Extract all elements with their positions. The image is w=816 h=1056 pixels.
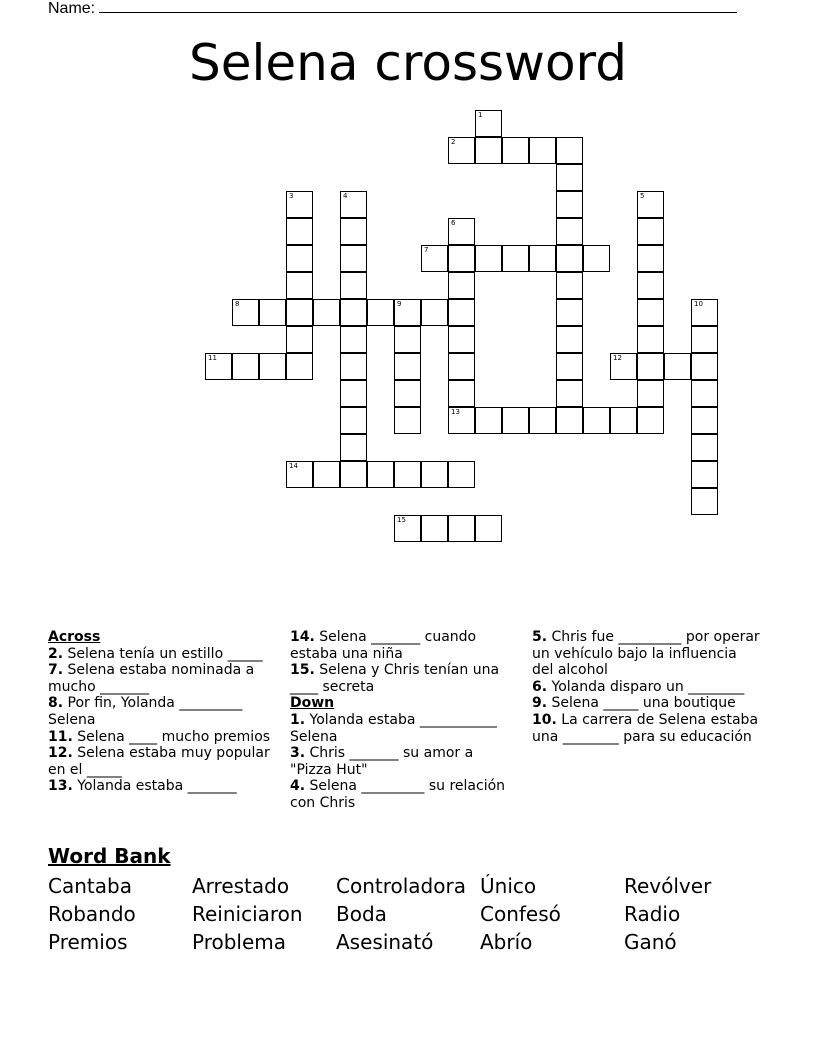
clue-number: 5 (640, 192, 645, 200)
clue-down-1: 1. Yolanda estaba ___________ Selena (290, 711, 497, 745)
crossword-cell[interactable] (502, 245, 529, 272)
word-bank-word: Único (480, 874, 537, 898)
word-bank-word: Revólver (624, 874, 712, 898)
clue-number: 12 (613, 354, 622, 362)
crossword-cell[interactable] (475, 407, 502, 434)
clue-number: 13 (451, 408, 460, 416)
crossword-cell[interactable] (259, 353, 286, 380)
crossword-cell[interactable] (691, 326, 718, 353)
crossword-cell[interactable] (448, 272, 475, 299)
crossword-cell[interactable] (691, 380, 718, 407)
crossword-cell[interactable] (367, 299, 394, 326)
crossword-cell[interactable] (691, 461, 718, 488)
crossword-cell[interactable] (340, 353, 367, 380)
crossword-cell[interactable] (637, 191, 664, 218)
page-title: Selena crossword (189, 34, 627, 92)
word-bank-word: Ganó (624, 930, 677, 954)
clue-across-14: 14. Selena _______ cuando estaba una niña (290, 629, 477, 662)
word-bank-word: Arrestado (192, 874, 290, 898)
crossword-cell[interactable] (556, 137, 583, 164)
crossword-cell[interactable] (340, 245, 367, 272)
crossword-cell[interactable] (340, 407, 367, 434)
word-bank-word: Confesó (480, 902, 561, 926)
crossword-cell[interactable] (394, 353, 421, 380)
crossword-cell[interactable] (556, 272, 583, 299)
clue-number: 1 (478, 111, 483, 119)
across-header: Across (48, 629, 101, 645)
crossword-cell[interactable] (448, 218, 475, 245)
crossword-cell[interactable] (610, 407, 637, 434)
word-bank-word: Boda (336, 902, 387, 926)
clue-across-8: 8. Por fin, Yolanda _________ Selena (48, 695, 243, 728)
crossword-cell[interactable] (421, 299, 448, 326)
clue-down-3: 3. Chris _______ su amor a "Pizza Hut" (290, 745, 474, 778)
clue-across-7: 7. Selena estaba nominada a mucho _______ (48, 662, 255, 695)
crossword-cell[interactable] (394, 407, 421, 434)
clue-column-2 (290, 629, 518, 812)
crossword-cell[interactable] (286, 218, 313, 245)
crossword-cell[interactable] (340, 326, 367, 353)
clue-number: 15 (397, 516, 406, 524)
down-header: Down (290, 695, 335, 712)
crossword-cell[interactable] (286, 299, 313, 326)
crossword-cell[interactable] (529, 245, 556, 272)
crossword-cell[interactable] (637, 218, 664, 245)
crossword-cell[interactable] (448, 407, 475, 434)
crossword-cell[interactable] (205, 353, 232, 380)
clue-across-11: 11. Selena ____ mucho premios (48, 728, 271, 745)
word-bank (48, 872, 768, 956)
word-bank-word: Problema (192, 930, 287, 954)
crossword-cell[interactable] (448, 299, 475, 326)
clue-across-2: 2. Selena tenía un estillo _____ (48, 645, 263, 662)
clue-across-12: 12. Selena estaba muy popular en el _____ (48, 745, 270, 778)
crossword-cell[interactable] (556, 299, 583, 326)
crossword-cell[interactable] (286, 272, 313, 299)
crossword-cell[interactable] (367, 461, 394, 488)
crossword-cell[interactable] (448, 245, 475, 272)
crossword-cell[interactable] (286, 245, 313, 272)
crossword-cell[interactable] (637, 407, 664, 434)
crossword-cell[interactable] (556, 218, 583, 245)
crossword-cell[interactable] (637, 299, 664, 326)
crossword-cell[interactable] (313, 461, 340, 488)
crossword-cell[interactable] (286, 353, 313, 380)
word-bank-word: Cantaba (48, 874, 132, 898)
crossword-cell[interactable] (340, 299, 367, 326)
clue-column-1 (48, 629, 276, 795)
clue-number: 14 (289, 462, 298, 470)
clue-number: 3 (289, 192, 294, 200)
crossword-cell[interactable] (394, 326, 421, 353)
crossword-cell[interactable] (232, 299, 259, 326)
crossword-cell[interactable] (556, 245, 583, 272)
clue-number: 7 (424, 246, 429, 254)
clue-number: 4 (343, 192, 348, 200)
crossword-cell[interactable] (421, 461, 448, 488)
word-bank-word: Radio (624, 902, 681, 926)
crossword-cell[interactable] (637, 326, 664, 353)
clue-number: 8 (235, 300, 240, 308)
crossword-cell[interactable] (448, 137, 475, 164)
crossword-cell[interactable] (286, 326, 313, 353)
crossword-cell[interactable] (448, 380, 475, 407)
crossword-cell[interactable] (394, 299, 421, 326)
crossword-cell[interactable] (529, 137, 556, 164)
crossword-cell[interactable] (340, 434, 367, 461)
clue-across-15: 15. Selena y Chris tenían una ____ secreta (290, 662, 500, 695)
crossword-cell[interactable] (664, 353, 691, 380)
crossword-cell[interactable] (556, 353, 583, 380)
clue-number: 11 (208, 354, 217, 362)
clue-number: 2 (451, 138, 456, 146)
crossword-cell[interactable] (610, 353, 637, 380)
crossword-cell[interactable] (448, 515, 475, 542)
crossword-cell[interactable] (286, 461, 313, 488)
clue-down-6: 6. Yolanda disparo un ________ (532, 678, 745, 695)
crossword-cell[interactable] (691, 353, 718, 380)
crossword-cell[interactable] (556, 191, 583, 218)
crossword-cell[interactable] (286, 191, 313, 218)
crossword-cell[interactable] (556, 326, 583, 353)
crossword-cell[interactable] (691, 434, 718, 461)
clue-down-5: 5. Chris fue _________ por operar un vehículo bajo la influencia del alcohol (532, 629, 760, 679)
crossword-cell[interactable] (637, 272, 664, 299)
clue-across-13: 13. Yolanda estaba _______ (48, 778, 237, 795)
clue-number: 10 (694, 300, 703, 308)
crossword-cell[interactable] (340, 461, 367, 488)
crossword-cell[interactable] (475, 515, 502, 542)
name-label: Name: (48, 0, 96, 17)
word-bank-title: Word Bank (48, 844, 171, 868)
crossword-cell[interactable] (394, 515, 421, 542)
crossword-cell[interactable] (637, 353, 664, 380)
crossword-cell[interactable] (475, 245, 502, 272)
clue-down-9: 9. Selena _____ una boutique (532, 695, 736, 712)
crossword-cell[interactable] (448, 326, 475, 353)
word-bank-word: Abrío (480, 930, 533, 954)
crossword-cell[interactable] (583, 407, 610, 434)
crossword-cell[interactable] (691, 299, 718, 326)
crossword-cell[interactable] (502, 137, 529, 164)
crossword-cell[interactable] (448, 461, 475, 488)
crossword-cell[interactable] (556, 380, 583, 407)
crossword-cell[interactable] (502, 407, 529, 434)
crossword-cell[interactable] (232, 353, 259, 380)
crossword-cell[interactable] (340, 191, 367, 218)
word-bank-word: Premios (48, 930, 128, 954)
word-bank-word: Reiniciaron (192, 902, 303, 926)
word-bank-word: Robando (48, 902, 136, 926)
word-bank-word: Asesinató (336, 930, 434, 954)
clue-down-10: 10. La carrera de Selena estaba una ________ para su educación (532, 711, 759, 745)
crossword-cell[interactable] (637, 245, 664, 272)
crossword-cell[interactable] (394, 461, 421, 488)
crossword-cell[interactable] (448, 353, 475, 380)
clue-number: 6 (451, 219, 456, 227)
crossword-cell[interactable] (529, 407, 556, 434)
crossword-cell[interactable] (340, 218, 367, 245)
crossword-cell[interactable] (475, 110, 502, 137)
crossword-cell[interactable] (691, 488, 718, 515)
crossword-cell[interactable] (313, 299, 340, 326)
crossword-cell[interactable] (556, 407, 583, 434)
crossword-cell[interactable] (421, 245, 448, 272)
crossword-cell[interactable] (340, 272, 367, 299)
crossword-cell[interactable] (421, 515, 448, 542)
crossword-cell[interactable] (340, 380, 367, 407)
clue-down-4: 4. Selena _________ su relación con Chris (290, 778, 506, 811)
crossword-cell[interactable] (583, 245, 610, 272)
crossword-cell[interactable] (637, 380, 664, 407)
clue-column-3 (532, 629, 760, 745)
clue-number: 9 (397, 300, 402, 308)
crossword-cell[interactable] (394, 380, 421, 407)
crossword-cell[interactable] (691, 407, 718, 434)
crossword-cell[interactable] (556, 164, 583, 191)
crossword-cell[interactable] (475, 137, 502, 164)
word-bank-word: Controladora (336, 874, 466, 898)
crossword-cell[interactable] (259, 299, 286, 326)
